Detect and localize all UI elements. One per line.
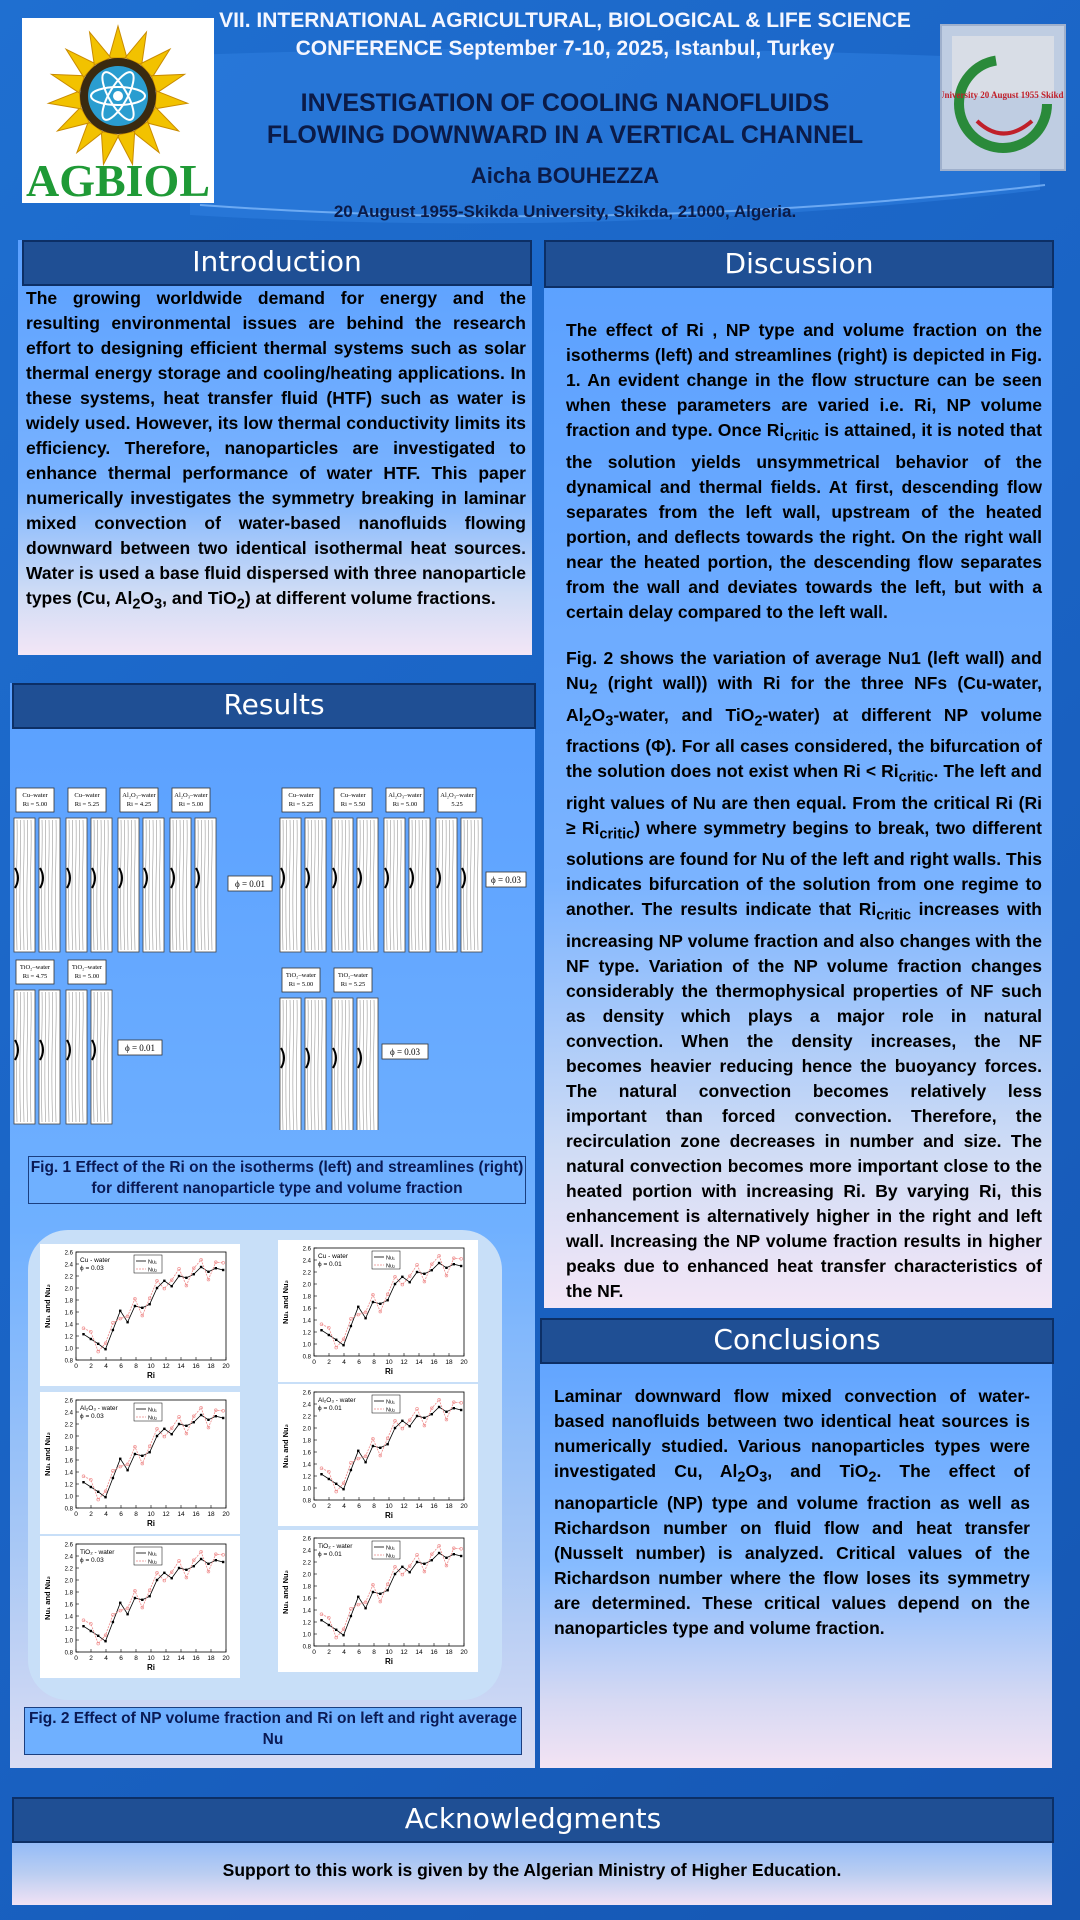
x-tick-label: 10 <box>147 1363 155 1370</box>
plot-legend-phi: ϕ = 0.01 <box>318 1405 342 1412</box>
agbiol-logo <box>22 18 214 203</box>
x-tick-label: 0 <box>312 1649 316 1656</box>
fig1-right-top-contour-strip <box>436 818 457 952</box>
nu-plot-2 <box>278 1240 478 1382</box>
plot-series-name: Nu₂ <box>148 1267 158 1274</box>
nu-plot-1 <box>40 1244 240 1386</box>
y-tick-label: 2.2 <box>64 1566 73 1573</box>
x-tick-label: 16 <box>430 1649 438 1656</box>
x-tick-label: 2 <box>327 1359 331 1366</box>
y-tick-label: 2.4 <box>64 1554 73 1561</box>
x-tick-label: 20 <box>222 1363 230 1370</box>
y-tick-label: 0.8 <box>64 1650 73 1657</box>
y-tick-label: 1.2 <box>302 1474 311 1481</box>
fig1-left-top-contour-strip <box>195 818 216 952</box>
x-tick-label: 14 <box>415 1649 423 1656</box>
plot-series-name: Nu₁ <box>386 1399 395 1406</box>
x-tick-label: 12 <box>400 1503 408 1510</box>
introduction-title: Introduction <box>22 240 532 286</box>
fig1-right-top-contour-strip <box>305 818 326 952</box>
x-tick-label: 0 <box>74 1655 78 1662</box>
x-tick-label: 16 <box>430 1359 438 1366</box>
x-tick-label: 14 <box>177 1655 185 1662</box>
fig1-left-top-contour-strip <box>14 818 35 952</box>
x-tick-label: 6 <box>119 1363 123 1370</box>
svg-text:ϕ = 0.01: ϕ = 0.01 <box>234 879 266 889</box>
acknowledgments-body: Support to this work is given by the Algerian Ministry of Higher Education. <box>222 1860 842 1880</box>
y-tick-label: 2.0 <box>64 1434 73 1441</box>
figure-1-caption: Fig. 1 Effect of the Ri on the isotherms (left) and streamlines (right) for different nanoparticle type and volume fraction <box>28 1156 526 1204</box>
y-tick-label: 0.8 <box>64 1358 73 1365</box>
nu-plot-3 <box>40 1392 240 1534</box>
x-tick-label: 6 <box>357 1649 361 1656</box>
fig1-right-bottom-label-text: TiO₂–water <box>337 972 369 979</box>
fig1-right-bottom-label-text: Ri = 5.00 <box>288 981 314 988</box>
x-tick-label: 2 <box>89 1655 93 1662</box>
x-tick-label: 2 <box>89 1363 93 1370</box>
fig1-left-top-label-3 <box>172 788 210 812</box>
x-tick-label: 8 <box>372 1503 376 1510</box>
y-axis-label: Nu₁ and Nu₂ <box>281 1570 290 1614</box>
y-axis-label: Nu₁ and Nu₂ <box>43 1576 52 1620</box>
y-axis-label: Nu₁ and Nu₂ <box>281 1280 290 1324</box>
fig1-right-top-contour-strip <box>409 818 430 952</box>
svg-text:ϕ = 0.03: ϕ = 0.03 <box>490 875 522 885</box>
author-name: Aicha BOUHEZZA <box>470 163 660 188</box>
x-tick-label: 0 <box>312 1359 316 1366</box>
fig1-right-bottom-label-text: Ri = 5.25 <box>340 981 366 988</box>
y-tick-label: 1.0 <box>302 1486 311 1493</box>
plot-legend-title: Cu - water <box>318 1253 348 1260</box>
x-tick-label: 18 <box>207 1363 215 1370</box>
svg-text:ϕ = 0.03: ϕ = 0.03 <box>389 1047 421 1057</box>
plot-series-name: Nu₁ <box>386 1255 395 1262</box>
x-tick-label: 12 <box>162 1363 170 1370</box>
results-title: Results <box>12 683 536 729</box>
x-tick-label: 14 <box>415 1359 423 1366</box>
fig1-left-bottom-contour-strip <box>14 990 35 1124</box>
y-tick-label: 1.0 <box>302 1342 311 1349</box>
y-tick-label: 1.4 <box>302 1608 311 1615</box>
poster-title-line-1: INVESTIGATION OF COOLING NANOFLUIDS <box>300 89 830 117</box>
x-tick-label: 20 <box>460 1503 468 1510</box>
x-tick-label: 12 <box>400 1649 408 1656</box>
x-tick-label: 6 <box>119 1511 123 1518</box>
phi-label-left-bottom <box>118 1040 162 1055</box>
y-tick-label: 2.2 <box>302 1560 311 1567</box>
y-tick-label: 1.0 <box>64 1346 73 1353</box>
y-axis-label: Nu₁ and Nu₂ <box>43 1284 52 1328</box>
x-tick-label: 16 <box>192 1363 200 1370</box>
x-tick-label: 18 <box>445 1503 453 1510</box>
y-tick-label: 2.4 <box>64 1410 73 1417</box>
fig1-right-top-label-1 <box>334 788 372 812</box>
fig1-right-top-label-text: Cu–water <box>340 792 366 799</box>
fig1-left-top-label-2 <box>120 788 158 812</box>
acknowledgments-title: Acknowledgments <box>12 1797 1054 1843</box>
x-tick-label: 10 <box>385 1649 393 1656</box>
fig1-left-bottom-contour-strip <box>91 990 112 1124</box>
nu-plot-6 <box>278 1530 478 1672</box>
plot-legend-title: Cu - water <box>80 1257 110 1264</box>
x-axis-label: Ri <box>385 1367 393 1376</box>
x-tick-label: 4 <box>104 1363 108 1370</box>
plot-series-name: Nu₂ <box>386 1407 396 1414</box>
fig1-right-bottom-contour-strip <box>305 998 326 1130</box>
fig1-right-top-contour-strip <box>332 818 353 952</box>
fig1-right-top-contour-strip <box>357 818 378 952</box>
x-tick-label: 0 <box>74 1363 78 1370</box>
fig1-right-top-label-3 <box>438 788 476 812</box>
plot-series-name: Nu₁ <box>148 1551 157 1558</box>
y-tick-label: 2.6 <box>302 1390 311 1397</box>
x-tick-label: 8 <box>134 1655 138 1662</box>
fig1-left-top-contour-strip <box>66 818 87 952</box>
nu-plot-4 <box>278 1384 478 1526</box>
x-tick-label: 4 <box>104 1511 108 1518</box>
x-tick-label: 8 <box>134 1511 138 1518</box>
fig1-left-top-contour-strip <box>143 818 164 952</box>
x-tick-label: 4 <box>342 1503 346 1510</box>
y-tick-label: 2.0 <box>302 1282 311 1289</box>
y-tick-label: 2.2 <box>302 1270 311 1277</box>
discussion-title: Discussion <box>544 240 1054 288</box>
fig1-left-top-label-text: Cu–water <box>22 792 48 799</box>
plot-series-name: Nu₂ <box>148 1415 158 1422</box>
plot-series-name: Nu₂ <box>386 1553 396 1560</box>
x-tick-label: 10 <box>147 1655 155 1662</box>
fig1-left-top-label-1 <box>68 788 106 812</box>
fig1-right-bottom-contour-strip <box>332 998 353 1130</box>
plot-legend-title: TiO₂ - water <box>318 1543 353 1550</box>
y-tick-label: 1.0 <box>302 1632 311 1639</box>
x-tick-label: 18 <box>207 1655 215 1662</box>
y-axis-label: Nu₁ and Nu₂ <box>43 1432 52 1476</box>
x-tick-label: 18 <box>445 1649 453 1656</box>
x-axis-label: Ri <box>147 1371 155 1380</box>
plot-series-name: Nu₁ <box>148 1407 157 1414</box>
y-tick-label: 1.8 <box>64 1446 73 1453</box>
y-tick-label: 2.2 <box>64 1274 73 1281</box>
fig1-left-bottom-label-0 <box>16 960 54 984</box>
y-tick-label: 1.0 <box>64 1638 73 1645</box>
fig1-left-top-label-text: Al₂O₃–water <box>174 792 208 799</box>
plot-series-name: Nu₂ <box>386 1263 396 1270</box>
x-tick-label: 8 <box>372 1359 376 1366</box>
figure-2 <box>28 1230 502 1700</box>
x-tick-label: 14 <box>177 1511 185 1518</box>
university-logo-text: University 20 August 1955 Skikda <box>942 90 1064 100</box>
y-tick-label: 0.8 <box>302 1498 311 1505</box>
figure-2-caption: Fig. 2 Effect of NP volume fraction and Ri on left and right average Nu <box>24 1707 522 1755</box>
fig1-right-top-contour-strip <box>461 818 482 952</box>
x-tick-label: 8 <box>372 1649 376 1656</box>
x-tick-label: 6 <box>357 1359 361 1366</box>
y-tick-label: 1.0 <box>64 1494 73 1501</box>
x-tick-label: 20 <box>460 1649 468 1656</box>
fig1-left-top-contour-strip <box>118 818 139 952</box>
conclusions-body: Laminar downward flow mixed convection of water-based nanofluids between two identical heat sources is numerically studied. Various nanoparticles types were investigated Cu, $Al_2O_3$, and TiO$_2$. The effect of nanoparticle (NP) type and volume fraction as well as Richardson number on fluid flow and heat transfer (Nusselt number) is analyzed. Critical values of the Richardson number where the flow loses its symmetry are determined. These critical values depend on the nanoparticles type and volume fraction. <box>554 1386 1030 1638</box>
x-tick-label: 16 <box>430 1503 438 1510</box>
plot-legend-phi: ϕ = 0.01 <box>318 1261 342 1268</box>
fig1-left-bottom-label-text: TiO₂–water <box>71 964 103 971</box>
x-tick-label: 4 <box>342 1359 346 1366</box>
university-logo <box>940 24 1066 171</box>
x-tick-label: 0 <box>74 1511 78 1518</box>
x-tick-label: 12 <box>400 1359 408 1366</box>
fig1-left-top-label-text: Cu–water <box>74 792 100 799</box>
fig1-right-top-label-text: Cu–water <box>288 792 314 799</box>
fig1-left-bottom-label-text: Ri = 4.75 <box>22 973 48 980</box>
plot-legend-phi: ϕ = 0.01 <box>318 1551 342 1558</box>
fig1-left-top-label-text: Ri = 4.25 <box>126 801 152 808</box>
fig1-right-top-contour-strip <box>384 818 405 952</box>
y-tick-label: 1.6 <box>64 1458 73 1465</box>
fig1-right-bottom-label-0 <box>282 968 320 992</box>
phi-label-right-top <box>486 872 526 887</box>
y-tick-label: 1.6 <box>64 1602 73 1609</box>
y-tick-label: 1.8 <box>302 1584 311 1591</box>
phi-label-left-top <box>228 876 272 891</box>
y-tick-label: 1.8 <box>302 1294 311 1301</box>
y-tick-label: 2.6 <box>64 1542 73 1549</box>
plot-series-name: Nu₁ <box>148 1259 157 1266</box>
y-tick-label: 2.0 <box>302 1572 311 1579</box>
x-axis-label: Ri <box>147 1519 155 1528</box>
y-tick-label: 2.6 <box>64 1398 73 1405</box>
fig1-left-top-contour-strip <box>39 818 60 952</box>
svg-text:ϕ = 0.01: ϕ = 0.01 <box>124 1043 156 1053</box>
fig1-right-top-label-text: Ri = 5.25 <box>288 801 314 808</box>
x-tick-label: 4 <box>342 1649 346 1656</box>
y-tick-label: 2.0 <box>302 1426 311 1433</box>
x-tick-label: 2 <box>327 1649 331 1656</box>
fig1-left-top-contour-strip <box>91 818 112 952</box>
x-tick-label: 18 <box>445 1359 453 1366</box>
plot-legend-title: Al₂O₃ - water <box>318 1397 356 1404</box>
fig1-right-bottom-contour-strip <box>357 998 378 1130</box>
discussion-paragraph-1: The effect of Ri , NP type and volume fraction on the isotherms (left) and streamlines (right) is depicted in Fig. 1. An evident change in the flow structure can be seen when these parameters are varied i.e. Ri, NP volume fraction and type. Once $Ri_{critic}$ is attained, it is noted that the solution yields unsymmetrical behavior of the dynamical and thermal fields. At first, descending flow separates from the left wall, upstream of the heated portion, and deflects towards the right. On the right wall near the heated portion, the descending flow separates from the wall and deviates towards the left, but with a certain delay compared to the left wall. <box>566 320 1042 622</box>
introduction-body: The growing worldwide demand for energy and the resulting environmental issues are behind the research effort to designing efficient thermal systems such as solar thermal energy storage and cooling/heating applications. In these systems, heat transfer fluid (HTF) such as water is widely used. However, its low thermal conductivity limits its efficiency. Therefore, nanoparticles are investigated to enhance thermal performance of water HTF. This paper numerically investigates the symmetry breaking in laminar mixed convection of water-based nanofluids flowing downward between two identical isothermal heat sources. Water is used a base fluid dispersed with three nanoparticle types (Cu, $Al_2O_3$, and TiO$_2$) at different volume fractions. <box>26 288 526 613</box>
y-tick-label: 1.4 <box>302 1318 311 1325</box>
conclusions-title: Conclusions <box>540 1318 1054 1364</box>
y-tick-label: 0.8 <box>302 1644 311 1651</box>
fig1-left-bottom-contour-strip <box>39 990 60 1124</box>
y-tick-label: 1.4 <box>302 1462 311 1469</box>
y-tick-label: 1.4 <box>64 1322 73 1329</box>
fig1-left-top-contour-strip <box>170 818 191 952</box>
fig1-right-top-label-text: Al₂O₃–water <box>440 792 474 799</box>
x-tick-label: 18 <box>207 1511 215 1518</box>
x-axis-label: Ri <box>385 1657 393 1666</box>
y-tick-label: 1.4 <box>64 1614 73 1621</box>
nu-plot-5 <box>40 1536 240 1678</box>
fig1-left-top-label-text: Ri = 5.00 <box>22 801 48 808</box>
conference-line-2: CONFERENCE September 7-10, 2025, Istanbul, Turkey <box>295 37 835 60</box>
y-tick-label: 1.8 <box>302 1438 311 1445</box>
fig1-left-bottom-contour-strip <box>66 990 87 1124</box>
fig1-right-top-label-text: Al₂O₃–water <box>388 792 422 799</box>
x-tick-label: 6 <box>119 1655 123 1662</box>
y-tick-label: 0.8 <box>64 1506 73 1513</box>
y-tick-label: 1.2 <box>302 1620 311 1627</box>
y-tick-label: 2.4 <box>302 1402 311 1409</box>
fig1-right-bottom-label-1 <box>334 968 372 992</box>
y-tick-label: 1.6 <box>302 1450 311 1457</box>
y-tick-label: 2.4 <box>302 1548 311 1555</box>
figure-1 <box>12 780 532 1130</box>
x-tick-label: 16 <box>192 1655 200 1662</box>
x-tick-label: 20 <box>460 1359 468 1366</box>
x-tick-label: 10 <box>147 1511 155 1518</box>
fig1-left-top-label-text: Al₂O₃–water <box>122 792 156 799</box>
y-tick-label: 2.6 <box>64 1250 73 1257</box>
fig1-right-bottom-label-text: TiO₂–water <box>285 972 317 979</box>
y-tick-label: 1.6 <box>64 1310 73 1317</box>
x-tick-label: 12 <box>162 1511 170 1518</box>
x-tick-label: 12 <box>162 1655 170 1662</box>
y-tick-label: 2.4 <box>302 1258 311 1265</box>
x-tick-label: 8 <box>134 1363 138 1370</box>
y-tick-label: 1.2 <box>64 1334 73 1341</box>
x-tick-label: 20 <box>222 1511 230 1518</box>
phi-label-right-bottom <box>382 1044 428 1059</box>
y-tick-label: 1.4 <box>64 1470 73 1477</box>
discussion-paragraph-2: Fig. 2 shows the variation of average Nu1 (left wall) and $Nu_2$ (right wall)) with Ri for the three NFs (Cu-water, $Al_2O_3$-water, and TiO$_2$-water) at different NP volume fractions (Φ). For all cases considered, the bifurcation of the solution does not exist when $Ri < Ri_{critic}$. The left and right values of Nu are then equal. From the critical Ri $(Ri \ge Ri_{critic})$ where symmetry begins to break, two different solutions are found for Nu of the left and right walls. This indicates bifurcation of the solution from one regime to another. The results indicate that $Ri_{critic}$ increases with increasing NP volume fraction and also changes with the NF type. Variation of the NP volume fraction changes considerably the thermophysical properties of NF such as density which plays a major role in natural convection. When the density increases, the NF becomes heavier reducing hence the buoyancy forces. The natural convection becomes relatively less important than forced convection. Therefore, the recirculation zone decreases in number and size. The natural convection becomes more important close to the heated portion with increasing Ri. By varying Ri, this enhancement is alternatively higher in the right and left wall. Increasing the NP volume fraction results in higher peaks due to enhanced heat transfer characteristics of the NF. <box>566 648 1043 1301</box>
y-tick-label: 0.8 <box>302 1354 311 1361</box>
x-tick-label: 4 <box>104 1655 108 1662</box>
y-tick-label: 2.6 <box>302 1536 311 1543</box>
y-tick-label: 2.2 <box>302 1414 311 1421</box>
x-tick-label: 0 <box>312 1503 316 1510</box>
y-tick-label: 1.2 <box>64 1482 73 1489</box>
y-tick-label: 1.2 <box>64 1626 73 1633</box>
x-tick-label: 2 <box>327 1503 331 1510</box>
fig1-right-top-label-text: 5.25 <box>451 801 463 808</box>
y-tick-label: 2.4 <box>64 1262 73 1269</box>
y-tick-label: 2.0 <box>64 1286 73 1293</box>
fig1-right-top-label-text: Ri = 5.00 <box>392 801 418 808</box>
fig1-right-top-label-2 <box>386 788 424 812</box>
fig1-left-bottom-label-text: TiO₂–water <box>19 964 51 971</box>
x-tick-label: 10 <box>385 1359 393 1366</box>
plot-legend-phi: ϕ = 0.03 <box>80 1413 104 1420</box>
y-tick-label: 1.6 <box>302 1596 311 1603</box>
y-tick-label: 1.8 <box>64 1590 73 1597</box>
x-tick-label: 14 <box>415 1503 423 1510</box>
fig1-left-bottom-label-1 <box>68 960 106 984</box>
x-tick-label: 16 <box>192 1511 200 1518</box>
affiliation: 20 August 1955-Skikda University, Skikda, 21000, Algeria. <box>333 202 797 221</box>
fig1-right-top-label-0 <box>282 788 320 812</box>
y-axis-label: Nu₁ and Nu₂ <box>281 1424 290 1468</box>
y-tick-label: 1.6 <box>302 1306 311 1313</box>
x-tick-label: 2 <box>89 1511 93 1518</box>
plot-series-name: Nu₁ <box>386 1545 395 1552</box>
poster-title-line-2: FLOWING DOWNWARD IN A VERTICAL CHANNEL <box>266 121 864 149</box>
fig1-left-top-label-text: Ri = 5.25 <box>74 801 100 808</box>
y-tick-label: 1.8 <box>64 1298 73 1305</box>
conference-line-1: VII. INTERNATIONAL AGRICULTURAL, BIOLOGICAL & LIFE SCIENCE <box>219 9 911 32</box>
fig1-left-top-label-0 <box>16 788 54 812</box>
x-axis-label: Ri <box>385 1511 393 1520</box>
fig1-left-top-label-text: Ri = 5.00 <box>178 801 204 808</box>
plot-legend-phi: ϕ = 0.03 <box>80 1265 104 1272</box>
x-tick-label: 20 <box>222 1655 230 1662</box>
x-tick-label: 14 <box>177 1363 185 1370</box>
y-tick-label: 2.6 <box>302 1246 311 1253</box>
x-tick-label: 10 <box>385 1503 393 1510</box>
plot-legend-title: TiO₂ - water <box>80 1549 115 1556</box>
y-tick-label: 2.2 <box>64 1422 73 1429</box>
plot-series-name: Nu₂ <box>148 1559 158 1566</box>
logo-text: AGBIOL <box>25 155 211 203</box>
y-tick-label: 2.0 <box>64 1578 73 1585</box>
x-axis-label: Ri <box>147 1663 155 1672</box>
fig1-right-top-label-text: Ri = 5.50 <box>340 801 366 808</box>
fig1-right-top-contour-strip <box>280 818 301 952</box>
x-tick-label: 6 <box>357 1503 361 1510</box>
fig1-right-bottom-contour-strip <box>280 998 301 1130</box>
plot-legend-phi: ϕ = 0.03 <box>80 1557 104 1564</box>
y-tick-label: 1.2 <box>302 1330 311 1337</box>
fig1-left-bottom-label-text: Ri = 5.00 <box>74 973 100 980</box>
plot-legend-title: Al₂O₃ - water <box>80 1405 118 1412</box>
